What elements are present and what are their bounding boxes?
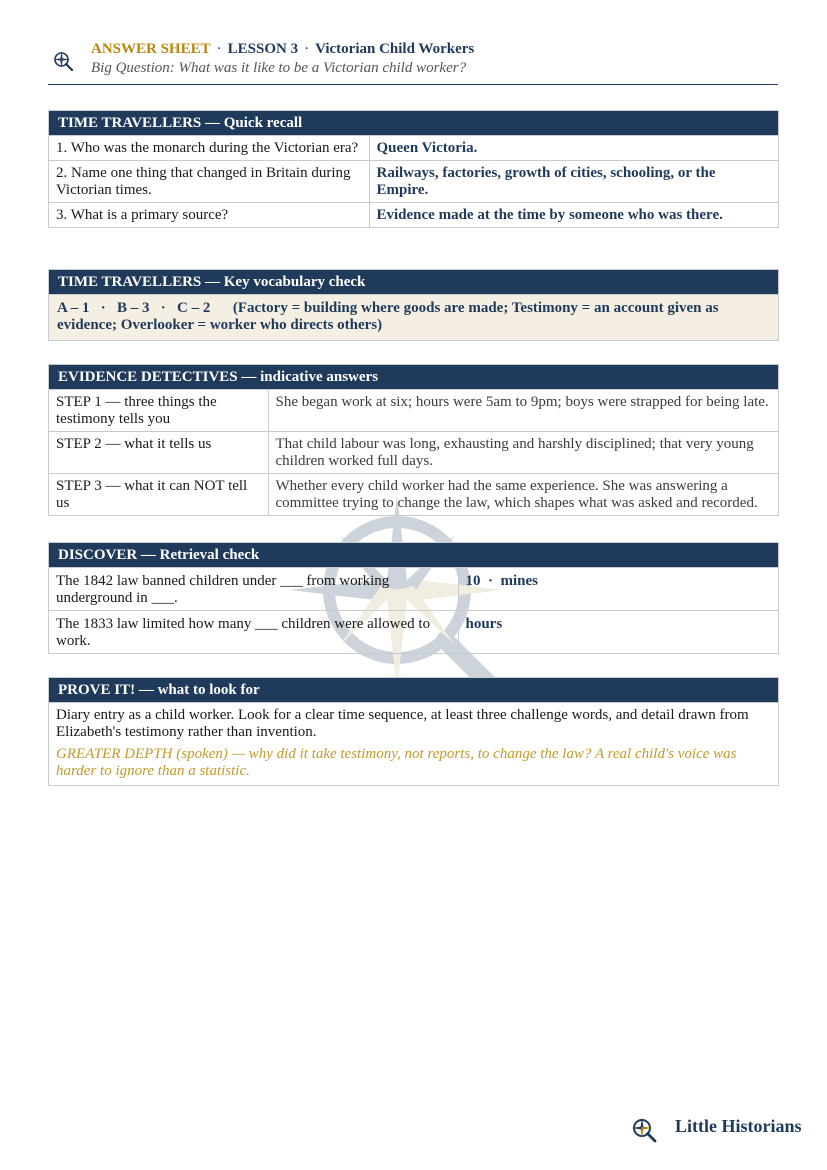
table-row bbox=[49, 568, 778, 611]
section-heading: TIME TRAVELLERS — Quick recall bbox=[49, 111, 778, 135]
answer-sheet-label: ANSWER SHEET bbox=[91, 41, 211, 57]
answer-cell: Queen Victoria. bbox=[369, 136, 778, 161]
evidence-section bbox=[48, 364, 779, 516]
answer-cell: She began work at six; hours were 5am to 9pm; boys were strapped for being late. bbox=[268, 390, 778, 432]
step-cell: STEP 3 — what it can NOT tell us bbox=[49, 474, 268, 516]
title-separator: · bbox=[216, 41, 222, 57]
quick-recall-table bbox=[49, 135, 778, 227]
section-heading: PROVE IT! — what to look for bbox=[49, 678, 778, 702]
discover-section bbox=[48, 542, 779, 654]
page-header bbox=[48, 40, 778, 85]
table-row bbox=[49, 161, 778, 203]
table-row bbox=[49, 390, 778, 432]
question-cell: The 1842 law banned children under ___ from working underground in ___. bbox=[49, 568, 458, 611]
prove-it-body bbox=[49, 702, 778, 785]
answer-cell: Evidence made at the time by someone who was there. bbox=[369, 203, 778, 228]
section-heading: TIME TRAVELLERS — Key vocabulary check bbox=[49, 270, 778, 294]
question-cell: 3. What is a primary source? bbox=[49, 203, 369, 228]
table-row bbox=[49, 203, 778, 228]
table-row bbox=[49, 474, 778, 516]
quick-recall-section bbox=[48, 110, 779, 228]
question-cell: 2. Name one thing that changed in Britain during Victorian times. bbox=[49, 161, 369, 203]
answer-cell: 10 · mines bbox=[458, 568, 778, 611]
brand-name: Little Historians bbox=[675, 1116, 802, 1136]
question-cell: 1. Who was the monarch during the Victorian era? bbox=[49, 136, 369, 161]
answer-cell: Whether every child worker had the same experience. She was answering a committee trying to change the law, which shapes what was asked and recorded. bbox=[268, 474, 778, 516]
discover-table bbox=[49, 567, 778, 653]
compass-magnifier-icon bbox=[630, 1116, 658, 1144]
question-cell: The 1833 law limited how many ___ children were allowed to work. bbox=[49, 611, 458, 654]
topic-label: Victorian Child Workers bbox=[315, 41, 475, 57]
table-row bbox=[49, 136, 778, 161]
title-separator: · bbox=[304, 41, 310, 57]
greater-depth-note: GREATER DEPTH (spoken) — why did it take testimony, not reports, to change the law? A real child's voice was harder to ignore than a statistic. bbox=[56, 746, 737, 779]
prove-it-criteria: Diary entry as a child worker. Look for a clear time sequence, at least three challenge words, and detail drawn from Elizabeth's testimony rather than invention. bbox=[56, 707, 749, 740]
answer-cell: hours bbox=[458, 611, 778, 654]
page-title bbox=[91, 41, 474, 58]
section-heading: EVIDENCE DETECTIVES — indicative answers bbox=[49, 365, 778, 389]
table-row bbox=[49, 432, 778, 474]
compass-magnifier-icon bbox=[52, 50, 74, 72]
answer-cell: Railways, factories, growth of cities, schooling, or the Empire. bbox=[369, 161, 778, 203]
table-row bbox=[49, 611, 778, 654]
lesson-label: LESSON 3 bbox=[227, 41, 299, 57]
section-heading: DISCOVER — Retrieval check bbox=[49, 543, 778, 567]
vocab-answer: A – 1 · B – 3 · C – 2 (Factory = building where goods are made; Testimony = an account given as evidence; Overlooker = worker who directs others) bbox=[49, 294, 778, 340]
step-cell: STEP 2 — what it tells us bbox=[49, 432, 268, 474]
answer-cell: That child labour was long, exhausting and harshly disciplined; that very young children worked full days. bbox=[268, 432, 778, 474]
vocab-section bbox=[48, 269, 779, 341]
big-question: Big Question: What was it like to be a Victorian child worker? bbox=[91, 60, 467, 76]
prove-it-section bbox=[48, 677, 779, 786]
step-cell: STEP 1 — three things the testimony tells you bbox=[49, 390, 268, 432]
evidence-table bbox=[49, 389, 778, 515]
footer-brand bbox=[630, 1114, 827, 1148]
